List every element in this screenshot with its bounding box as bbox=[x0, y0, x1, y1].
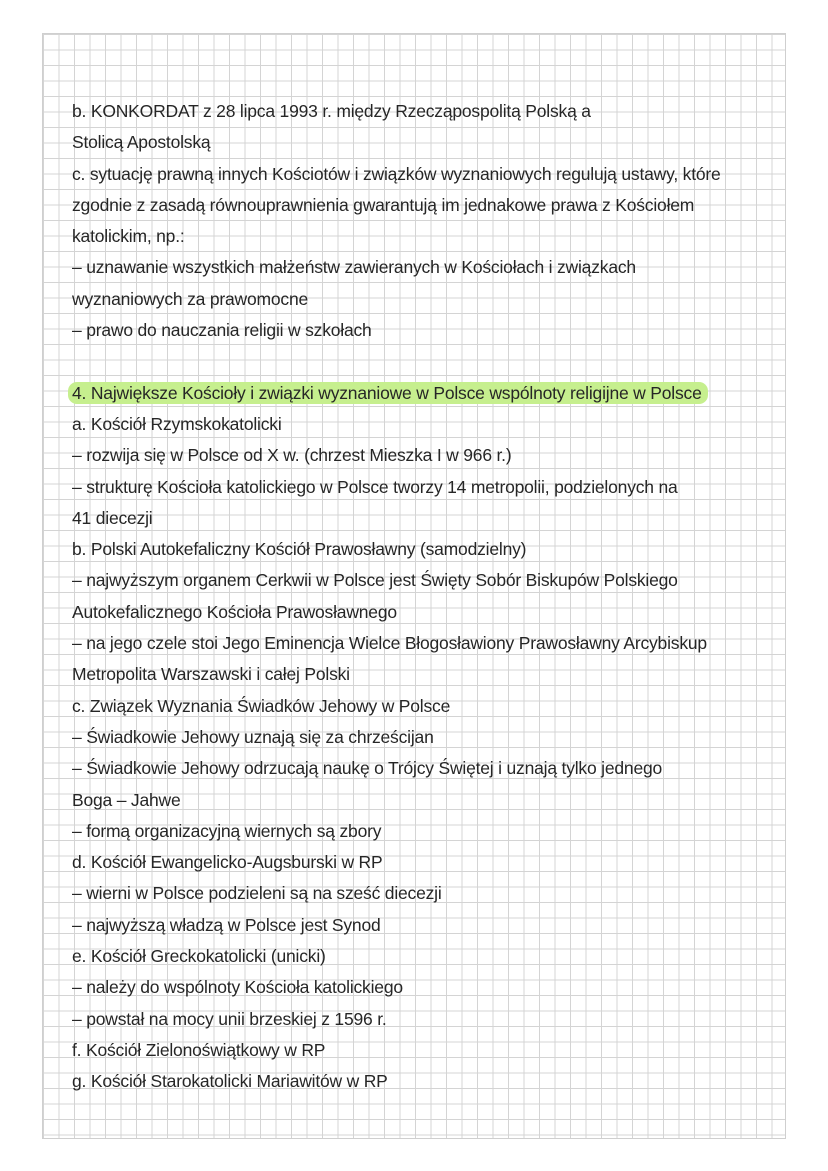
notes-text bbox=[72, 96, 772, 1098]
note-line: – najwyższą władzą w Polsce jest Synod bbox=[72, 914, 381, 935]
note-line: wyznaniowych za prawomocne bbox=[72, 288, 309, 309]
note-line: a. Kościół Rzymskokatolicki bbox=[72, 413, 282, 434]
note-line: c. Związek Wyznania Świadków Jehowy w Polsce bbox=[72, 695, 451, 716]
section-heading-row bbox=[72, 378, 772, 409]
note-line: zgodnie z zasadą równouprawnienia gwarantują im jednakowe prawa z Kościołem bbox=[72, 194, 695, 215]
note-line: – najwyższym organem Cerkwii w Polsce jest Święty Sobór Biskupów Polskiego bbox=[72, 570, 678, 591]
note-line: Metropolita Warszawski i całej Polski bbox=[72, 664, 350, 685]
note-line: – na jego czele stoi Jego Eminencja Wielce Błogosławiony Prawosławny Arcybiskup bbox=[72, 633, 707, 654]
note-line: – należy do wspólnoty Kościoła katolickiego bbox=[72, 977, 403, 998]
note-line: b. KONKORDAT z 28 lipca 1993 r. między Rzecząpospolitą Polską a bbox=[72, 101, 591, 121]
note-line: – prawo do nauczania religii w szkołach bbox=[72, 320, 372, 341]
note-line: – wierni w Polsce podzieleni są na sześć diecezji bbox=[72, 883, 442, 904]
section-heading: 4. Największe Kościoły i związki wyznaniowe w Polsce wspólnoty religijne w Polsce bbox=[68, 382, 708, 404]
note-line: Autokefalicznego Kościoła Prawosławnego bbox=[72, 601, 397, 622]
note-line: Stolicą Apostolską bbox=[72, 132, 211, 153]
note-line: – uznawanie wszystkich małżeństw zawieranych w Kościołach i związkach bbox=[72, 257, 636, 278]
note-line: – formą organizacyjną wiernych są zbory bbox=[72, 820, 382, 841]
note-line: – Świadkowie Jehowy odrzucają naukę o Trójcy Świętej i uznają tylko jednego bbox=[72, 758, 663, 779]
note-line: – strukturę Kościoła katolickiego w Polsce tworzy 14 metropolii, podzielonych na bbox=[72, 476, 678, 497]
note-line: e. Kościół Greckokatolicki (unicki) bbox=[72, 946, 326, 967]
note-line: f. Kościół Zielonoświątkowy w RP bbox=[72, 1039, 326, 1060]
note-line: – rozwija się w Polsce od X w. (chrzest Mieszka I w 966 r.) bbox=[72, 445, 512, 466]
note-line: – powstał na mocy unii brzeskiej z 1596 r. bbox=[72, 1008, 387, 1029]
note-line: d. Kościół Ewangelicko-Augsburski w RP bbox=[72, 852, 383, 873]
note-line: g. Kościół Starokatolicki Mariawitów w RP bbox=[72, 1071, 388, 1092]
note-line: c. sytuację prawną innych Kościotów i związków wyznaniowych regulują ustawy, które bbox=[72, 163, 721, 184]
note-line: Boga – Jahwe bbox=[72, 789, 181, 810]
blank-line bbox=[72, 346, 772, 377]
note-line: – Świadkowie Jehowy uznają się za chrześcijan bbox=[72, 726, 434, 747]
note-line: katolickim, np.: bbox=[72, 226, 185, 247]
note-line: b. Polski Autokefaliczny Kościół Prawosławny (samodzielny) bbox=[72, 539, 527, 560]
note-line: 41 diecezji bbox=[72, 507, 153, 528]
